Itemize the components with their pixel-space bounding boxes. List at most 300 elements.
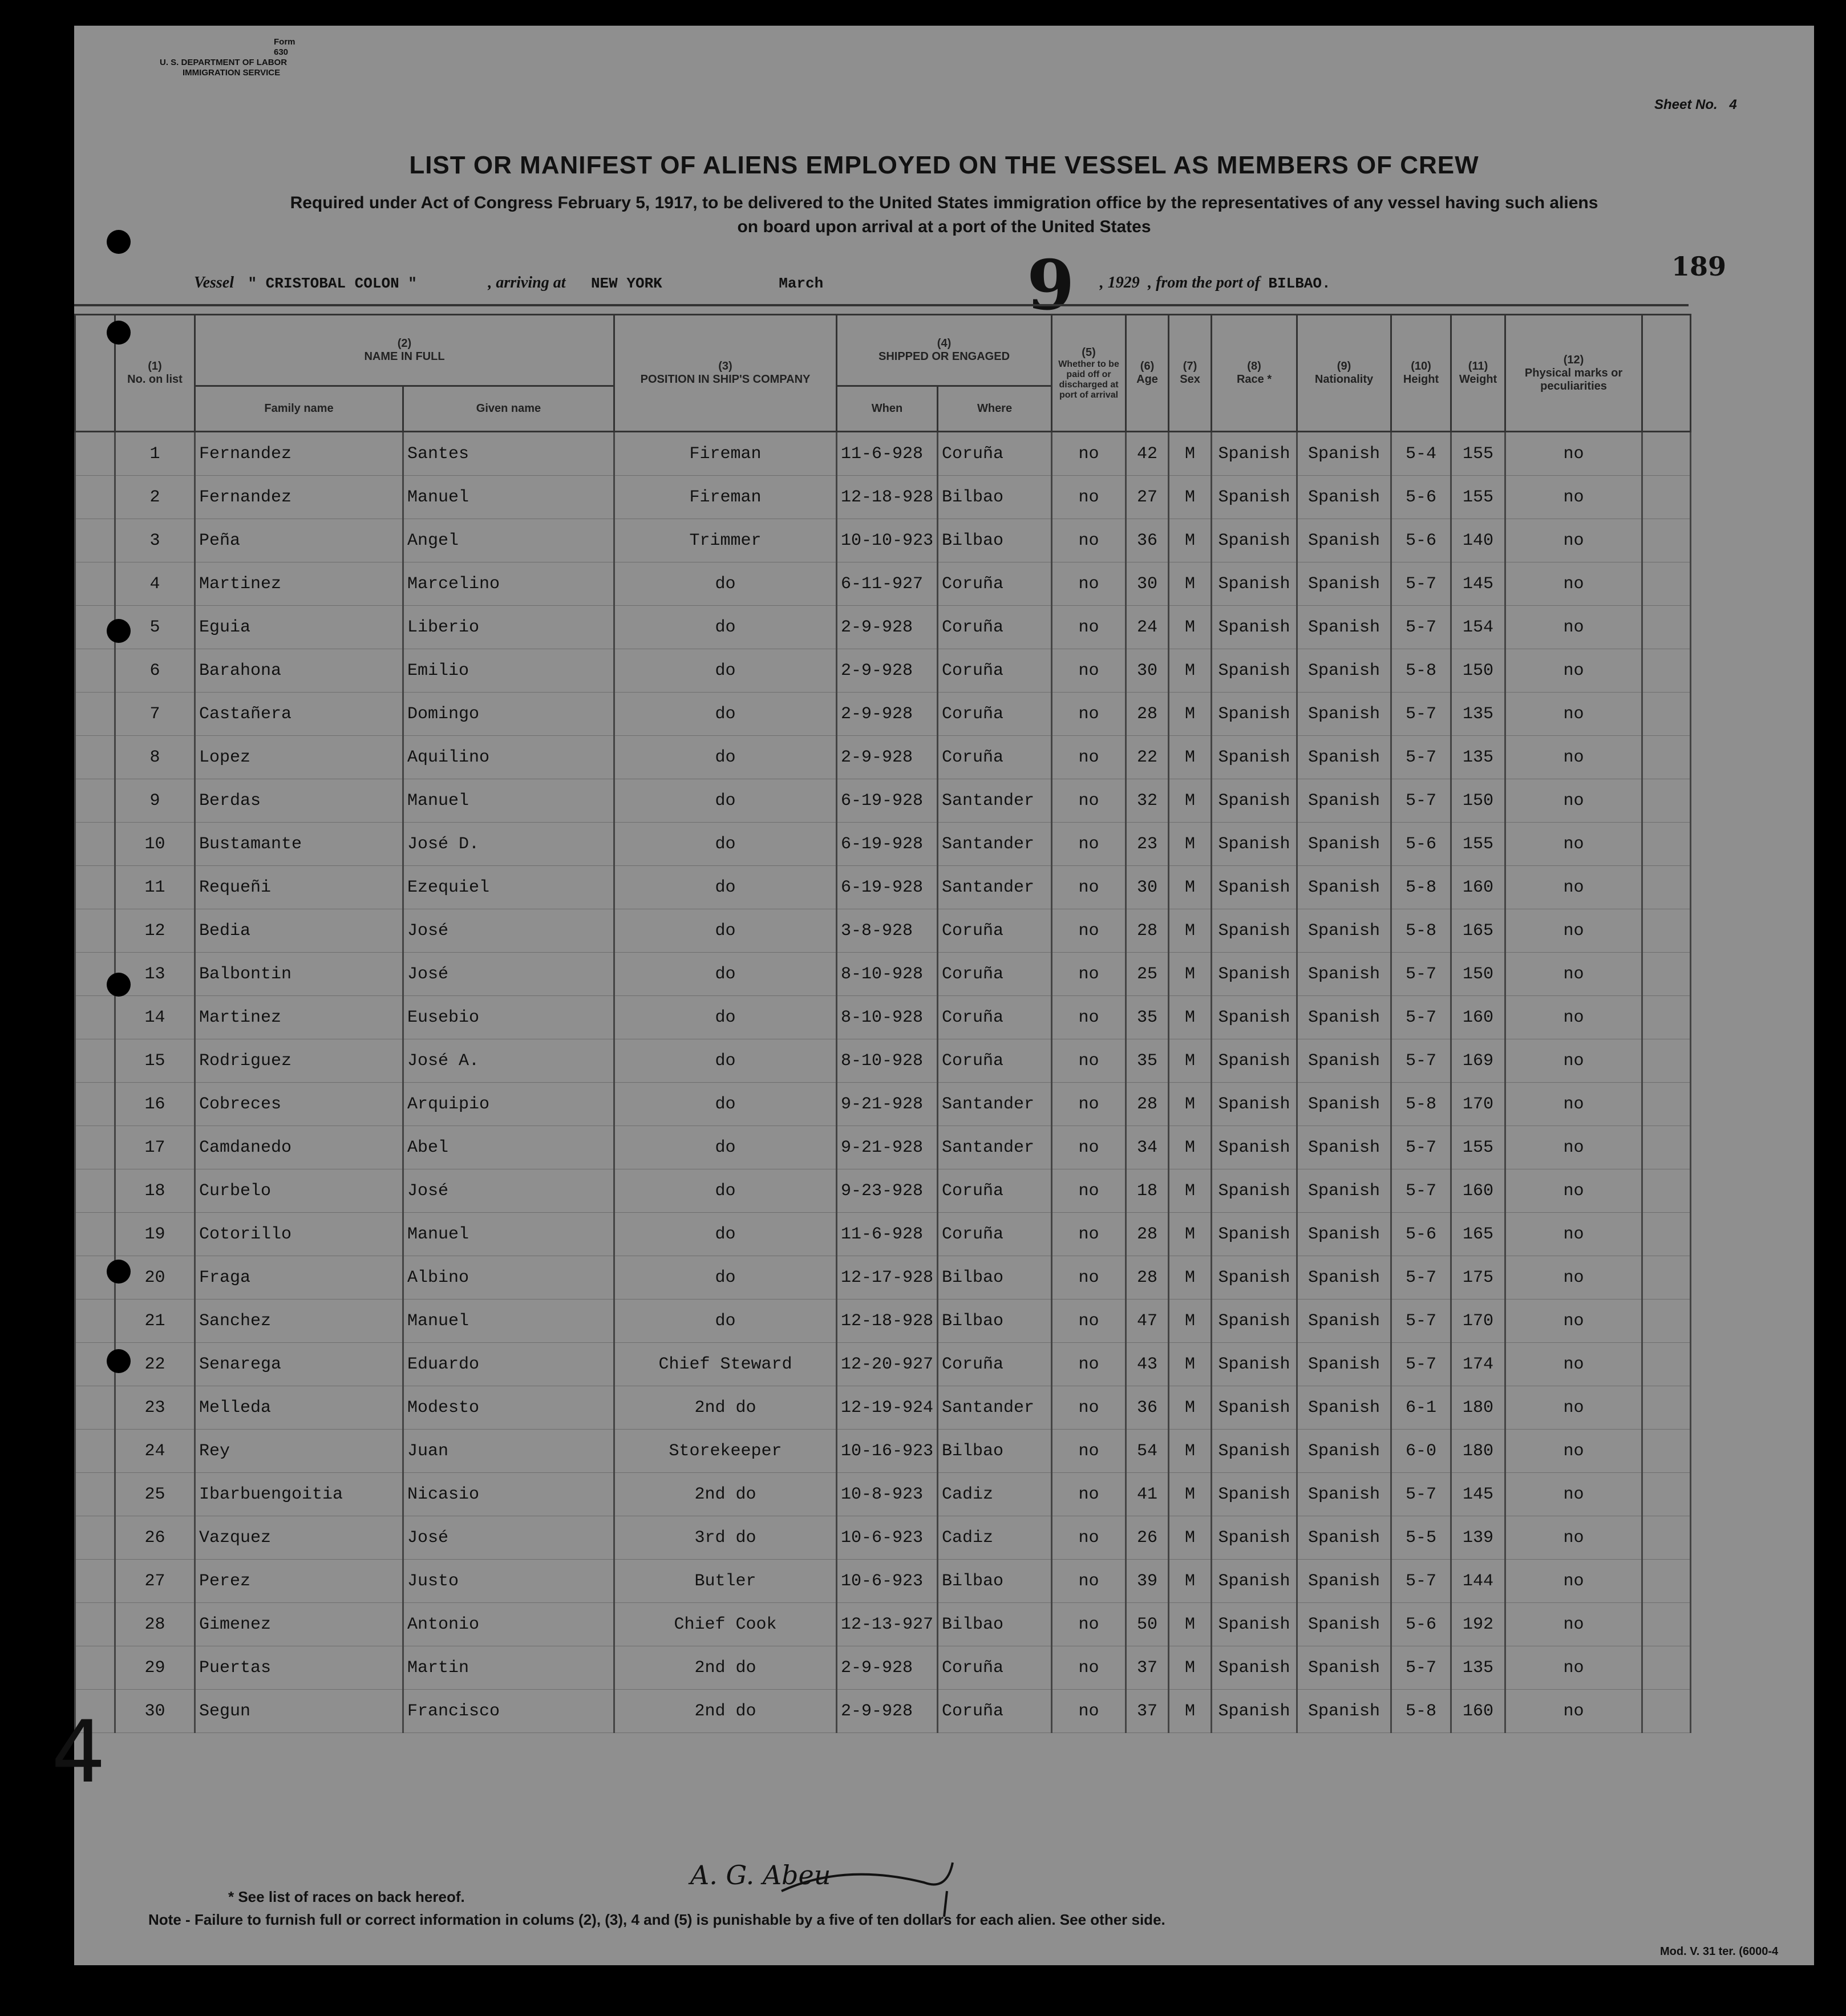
table-row [75,909,1691,953]
row-number: 11 [115,866,195,909]
margin-cell [75,1039,115,1083]
family-name: Senarega [195,1343,403,1386]
row-number: 9 [115,779,195,823]
row-number: 13 [115,953,195,996]
position: 2nd do [614,1690,837,1733]
extra-cell [1642,476,1691,519]
sex: M [1169,1430,1212,1473]
weight: 145 [1451,562,1505,606]
family-name: Balbontin [195,953,403,996]
paid-off: no [1052,1646,1126,1690]
age: 22 [1126,736,1169,779]
col-race: (8) Race * [1212,315,1297,432]
shipped-when: 12-20-927 [837,1343,938,1386]
family-name: Cobreces [195,1083,403,1126]
race: Spanish [1212,1169,1297,1213]
weight: 180 [1451,1430,1505,1473]
row-number: 7 [115,693,195,736]
nationality: Spanish [1297,1213,1391,1256]
table-row [75,1213,1691,1256]
paid-off: no [1052,1300,1126,1343]
given-name: Arquipio [403,1083,614,1126]
position: do [614,779,837,823]
table-row [75,779,1691,823]
age: 28 [1126,1213,1169,1256]
age: 50 [1126,1603,1169,1646]
position: do [614,1169,837,1213]
age: 34 [1126,1126,1169,1169]
paid-off: no [1052,1126,1126,1169]
paid-off: no [1052,1430,1126,1473]
shipped-where: Bilbao [938,1300,1052,1343]
race: Spanish [1212,562,1297,606]
shipped-where: Bilbao [938,519,1052,562]
family-name: Segun [195,1690,403,1733]
extra-cell [1642,1126,1691,1169]
paid-off: no [1052,432,1126,476]
age: 28 [1126,1256,1169,1300]
shipped-where: Coruña [938,1690,1052,1733]
given-name: Domingo [403,693,614,736]
height: 5-8 [1391,1690,1451,1733]
height: 5-8 [1391,1083,1451,1126]
sex: M [1169,996,1212,1039]
race: Spanish [1212,779,1297,823]
margin-cell [75,476,115,519]
margin-cell [75,432,115,476]
row-number: 5 [115,606,195,649]
paid-off: no [1052,606,1126,649]
row-number: 24 [115,1430,195,1473]
paid-off: no [1052,1256,1126,1300]
sex: M [1169,1603,1212,1646]
extra-cell [1642,996,1691,1039]
age: 35 [1126,1039,1169,1083]
vessel-name: " CRISTOBAL COLON " [248,275,417,292]
race: Spanish [1212,1430,1297,1473]
shipped-when: 10-6-923 [837,1516,938,1560]
physical-marks: no [1505,693,1642,736]
family-name: Martinez [195,996,403,1039]
row-number: 28 [115,1603,195,1646]
col-given-name: Given name [403,386,614,432]
age: 30 [1126,866,1169,909]
sex: M [1169,1386,1212,1430]
shipped-where: Santander [938,866,1052,909]
age: 27 [1126,476,1169,519]
extra-cell [1642,779,1691,823]
height: 5-8 [1391,649,1451,693]
row-number: 14 [115,996,195,1039]
nationality: Spanish [1297,1646,1391,1690]
weight: 135 [1451,1646,1505,1690]
sex: M [1169,1039,1212,1083]
position: do [614,1300,837,1343]
extra-cell [1642,1430,1691,1473]
sex: M [1169,562,1212,606]
physical-marks: no [1505,476,1642,519]
shipped-where: Coruña [938,909,1052,953]
age: 37 [1126,1646,1169,1690]
weight: 180 [1451,1386,1505,1430]
family-name: Ibarbuengoitia [195,1473,403,1516]
race: Spanish [1212,693,1297,736]
family-name: Rey [195,1430,403,1473]
table-row [75,1430,1691,1473]
given-name: Aquilino [403,736,614,779]
subtitle-line2: on board upon arrival at a port of the United States [737,217,1151,236]
table-row [75,1300,1691,1343]
race: Spanish [1212,1386,1297,1430]
margin-cell [75,1646,115,1690]
table-row [75,562,1691,606]
age: 30 [1126,562,1169,606]
table-row [75,953,1691,996]
physical-marks: no [1505,1169,1642,1213]
table-row [75,736,1691,779]
paid-off: no [1052,866,1126,909]
shipped-when: 11-6-928 [837,432,938,476]
shipped-when: 2-9-928 [837,606,938,649]
paid-off: no [1052,953,1126,996]
physical-marks: no [1505,996,1642,1039]
row-number: 2 [115,476,195,519]
height: 5-5 [1391,1516,1451,1560]
race: Spanish [1212,1213,1297,1256]
extra-cell [1642,909,1691,953]
vessel-line-rule [74,304,1689,306]
race: Spanish [1212,1300,1297,1343]
physical-marks: no [1505,823,1642,866]
age: 24 [1126,606,1169,649]
shipped-where: Santander [938,1386,1052,1430]
given-name: Manuel [403,1213,614,1256]
extra-cell [1642,1646,1691,1690]
height: 5-7 [1391,1300,1451,1343]
sheet-value: 4 [1729,97,1737,112]
extra-cell [1642,693,1691,736]
race: Spanish [1212,1516,1297,1560]
sex: M [1169,823,1212,866]
nationality: Spanish [1297,1690,1391,1733]
binder-hole [107,230,131,254]
height: 5-7 [1391,953,1451,996]
family-name: Vazquez [195,1516,403,1560]
row-number: 16 [115,1083,195,1126]
shipped-when: 12-19-924 [837,1386,938,1430]
paid-off: no [1052,1039,1126,1083]
extra-cell [1642,1473,1691,1516]
family-name: Fraga [195,1256,403,1300]
sex: M [1169,1646,1212,1690]
race: Spanish [1212,519,1297,562]
age: 54 [1126,1430,1169,1473]
margin-cell [75,909,115,953]
paid-off: no [1052,649,1126,693]
shipped-where: Bilbao [938,1430,1052,1473]
height: 5-8 [1391,909,1451,953]
paid-off: no [1052,1343,1126,1386]
position: Butler [614,1560,837,1603]
height: 5-7 [1391,562,1451,606]
position: do [614,649,837,693]
table-row [75,1083,1691,1126]
shipped-when: 12-18-928 [837,1300,938,1343]
sex: M [1169,1083,1212,1126]
position: do [614,606,837,649]
sex: M [1169,432,1212,476]
margin-cell [75,823,115,866]
physical-marks: no [1505,1213,1642,1256]
margin-cell [75,996,115,1039]
nationality: Spanish [1297,432,1391,476]
row-number: 20 [115,1256,195,1300]
physical-marks: no [1505,1343,1642,1386]
subtitle-line1: Required under Act of Congress February 5, 1917, to be delivered to the United States immigration office by the representatives of any vessel having such aliens [290,193,1598,212]
race: Spanish [1212,1256,1297,1300]
given-name: Liberio [403,606,614,649]
form-identifier [160,37,297,78]
shipped-when: 2-9-928 [837,649,938,693]
paid-off: no [1052,1516,1126,1560]
nationality: Spanish [1297,866,1391,909]
nationality: Spanish [1297,693,1391,736]
nationality: Spanish [1297,1300,1391,1343]
col-sex: (7) Sex [1169,315,1212,432]
shipped-where: Bilbao [938,1560,1052,1603]
paid-off: no [1052,1560,1126,1603]
extra-column-header [1642,315,1691,432]
shipped-where: Coruña [938,1039,1052,1083]
family-name: Lopez [195,736,403,779]
race: Spanish [1212,1473,1297,1516]
shipped-when: 9-21-928 [837,1126,938,1169]
nationality: Spanish [1297,476,1391,519]
family-name: Berdas [195,779,403,823]
paid-off: no [1052,562,1126,606]
race: Spanish [1212,1126,1297,1169]
position: do [614,562,837,606]
sex: M [1169,519,1212,562]
shipped-where: Coruña [938,649,1052,693]
sex: M [1169,953,1212,996]
shipped-when: 10-6-923 [837,1560,938,1603]
binder-hole [107,1349,131,1373]
position: do [614,866,837,909]
shipped-when: 2-9-928 [837,736,938,779]
sex: M [1169,649,1212,693]
given-name: Manuel [403,1300,614,1343]
shipped-when: 6-19-928 [837,823,938,866]
row-number: 12 [115,909,195,953]
given-name: Martin [403,1646,614,1690]
weight: 160 [1451,866,1505,909]
extra-cell [1642,1560,1691,1603]
table-row [75,1039,1691,1083]
table-row [75,866,1691,909]
nationality: Spanish [1297,1039,1391,1083]
col-family-name: Family name [195,386,403,432]
age: 36 [1126,1386,1169,1430]
department-name: U. S. DEPARTMENT OF LABOR [160,58,288,67]
vessel-label: Vessel [194,274,234,292]
shipped-where: Coruña [938,1646,1052,1690]
height: 5-7 [1391,1473,1451,1516]
physical-marks: no [1505,1560,1642,1603]
sex: M [1169,476,1212,519]
family-name: Martinez [195,562,403,606]
table-row [75,996,1691,1039]
height: 5-7 [1391,1039,1451,1083]
col-where: Where [938,386,1052,432]
physical-marks: no [1505,1430,1642,1473]
physical-marks: no [1505,1690,1642,1733]
margin-cell [75,1126,115,1169]
position: Fireman [614,476,837,519]
shipped-where: Bilbao [938,1603,1052,1646]
given-name: José D. [403,823,614,866]
race: Spanish [1212,476,1297,519]
margin-cell [75,779,115,823]
table-row [75,649,1691,693]
sex: M [1169,779,1212,823]
shipped-where: Coruña [938,693,1052,736]
extra-cell [1642,953,1691,996]
weight: 155 [1451,823,1505,866]
physical-marks: no [1505,562,1642,606]
table-row [75,1646,1691,1690]
age: 25 [1126,953,1169,996]
position: do [614,909,837,953]
height: 5-7 [1391,1560,1451,1603]
family-name: Puertas [195,1646,403,1690]
height: 5-6 [1391,1603,1451,1646]
weight: 174 [1451,1343,1505,1386]
height: 5-6 [1391,823,1451,866]
row-number: 3 [115,519,195,562]
extra-cell [1642,519,1691,562]
family-name: Fernandez [195,476,403,519]
weight: 155 [1451,1126,1505,1169]
age: 42 [1126,432,1169,476]
family-name: Curbelo [195,1169,403,1213]
family-name: Requeñi [195,866,403,909]
col-nationality: (9) Nationality [1297,315,1391,432]
shipped-when: 6-11-927 [837,562,938,606]
race: Spanish [1212,953,1297,996]
paid-off: no [1052,693,1126,736]
age: 30 [1126,649,1169,693]
physical-marks: no [1505,1039,1642,1083]
age: 43 [1126,1343,1169,1386]
physical-marks: no [1505,1646,1642,1690]
extra-cell [1642,1300,1691,1343]
given-name: Justo [403,1560,614,1603]
physical-marks: no [1505,953,1642,996]
paid-off: no [1052,1690,1126,1733]
age: 37 [1126,1690,1169,1733]
weight: 160 [1451,1169,1505,1213]
nationality: Spanish [1297,1256,1391,1300]
binder-hole [107,1260,131,1284]
given-name: Modesto [403,1386,614,1430]
race: Spanish [1212,1690,1297,1733]
position: do [614,823,837,866]
position: do [614,1083,837,1126]
sex: M [1169,693,1212,736]
paid-off: no [1052,1083,1126,1126]
given-name: Angel [403,519,614,562]
arrival-day: 9 [1027,245,1075,326]
given-name: Emilio [403,649,614,693]
nationality: Spanish [1297,1430,1391,1473]
nationality: Spanish [1297,606,1391,649]
shipped-when: 12-17-928 [837,1256,938,1300]
weight: 175 [1451,1256,1505,1300]
nationality: Spanish [1297,562,1391,606]
position: Trimmer [614,519,837,562]
paid-off: no [1052,996,1126,1039]
race: Spanish [1212,649,1297,693]
position: Storekeeper [614,1430,837,1473]
shipped-where: Santander [938,823,1052,866]
margin-number: 4 [51,1703,106,1802]
position: do [614,1256,837,1300]
given-name: Abel [403,1126,614,1169]
physical-marks: no [1505,1386,1642,1430]
nationality: Spanish [1297,736,1391,779]
position: 2nd do [614,1386,837,1430]
shipped-when: 9-21-928 [837,1083,938,1126]
margin-cell [75,736,115,779]
shipped-where: Cadiz [938,1473,1052,1516]
sex: M [1169,1300,1212,1343]
penalty-note: Note - Failure to furnish full or correct information in colums (2), (3), 4 and (5) is punishable by a five of ten dollars for each alien. See other side. [148,1911,1165,1928]
shipped-when: 12-18-928 [837,476,938,519]
nationality: Spanish [1297,953,1391,996]
table-row [75,1690,1691,1733]
sex: M [1169,866,1212,909]
table-row [75,1516,1691,1560]
position: 2nd do [614,1473,837,1516]
race: Spanish [1212,432,1297,476]
given-name: Eusebio [403,996,614,1039]
row-number: 15 [115,1039,195,1083]
row-number: 8 [115,736,195,779]
shipped-where: Bilbao [938,476,1052,519]
weight: 192 [1451,1603,1505,1646]
paid-off: no [1052,823,1126,866]
shipped-where: Santander [938,779,1052,823]
model-number: Mod. V. 31 ter. (6000-4 [1660,1945,1779,1958]
arrival-year: , 1929 [1099,274,1140,292]
table-row [75,476,1691,519]
sex: M [1169,1126,1212,1169]
table-row [75,606,1691,649]
service-name: IMMIGRATION SERVICE [183,68,281,78]
shipped-when: 2-9-928 [837,1690,938,1733]
family-name: Perez [195,1560,403,1603]
shipped-where: Coruña [938,996,1052,1039]
extra-cell [1642,432,1691,476]
arrival-port: NEW YORK [590,275,662,292]
family-name: Camdanedo [195,1126,403,1169]
weight: 139 [1451,1516,1505,1560]
given-name: José [403,953,614,996]
family-name: Eguia [195,606,403,649]
col-position: (3) POSITION IN SHIP'S COMPANY [614,315,837,432]
binder-hole [107,973,131,997]
